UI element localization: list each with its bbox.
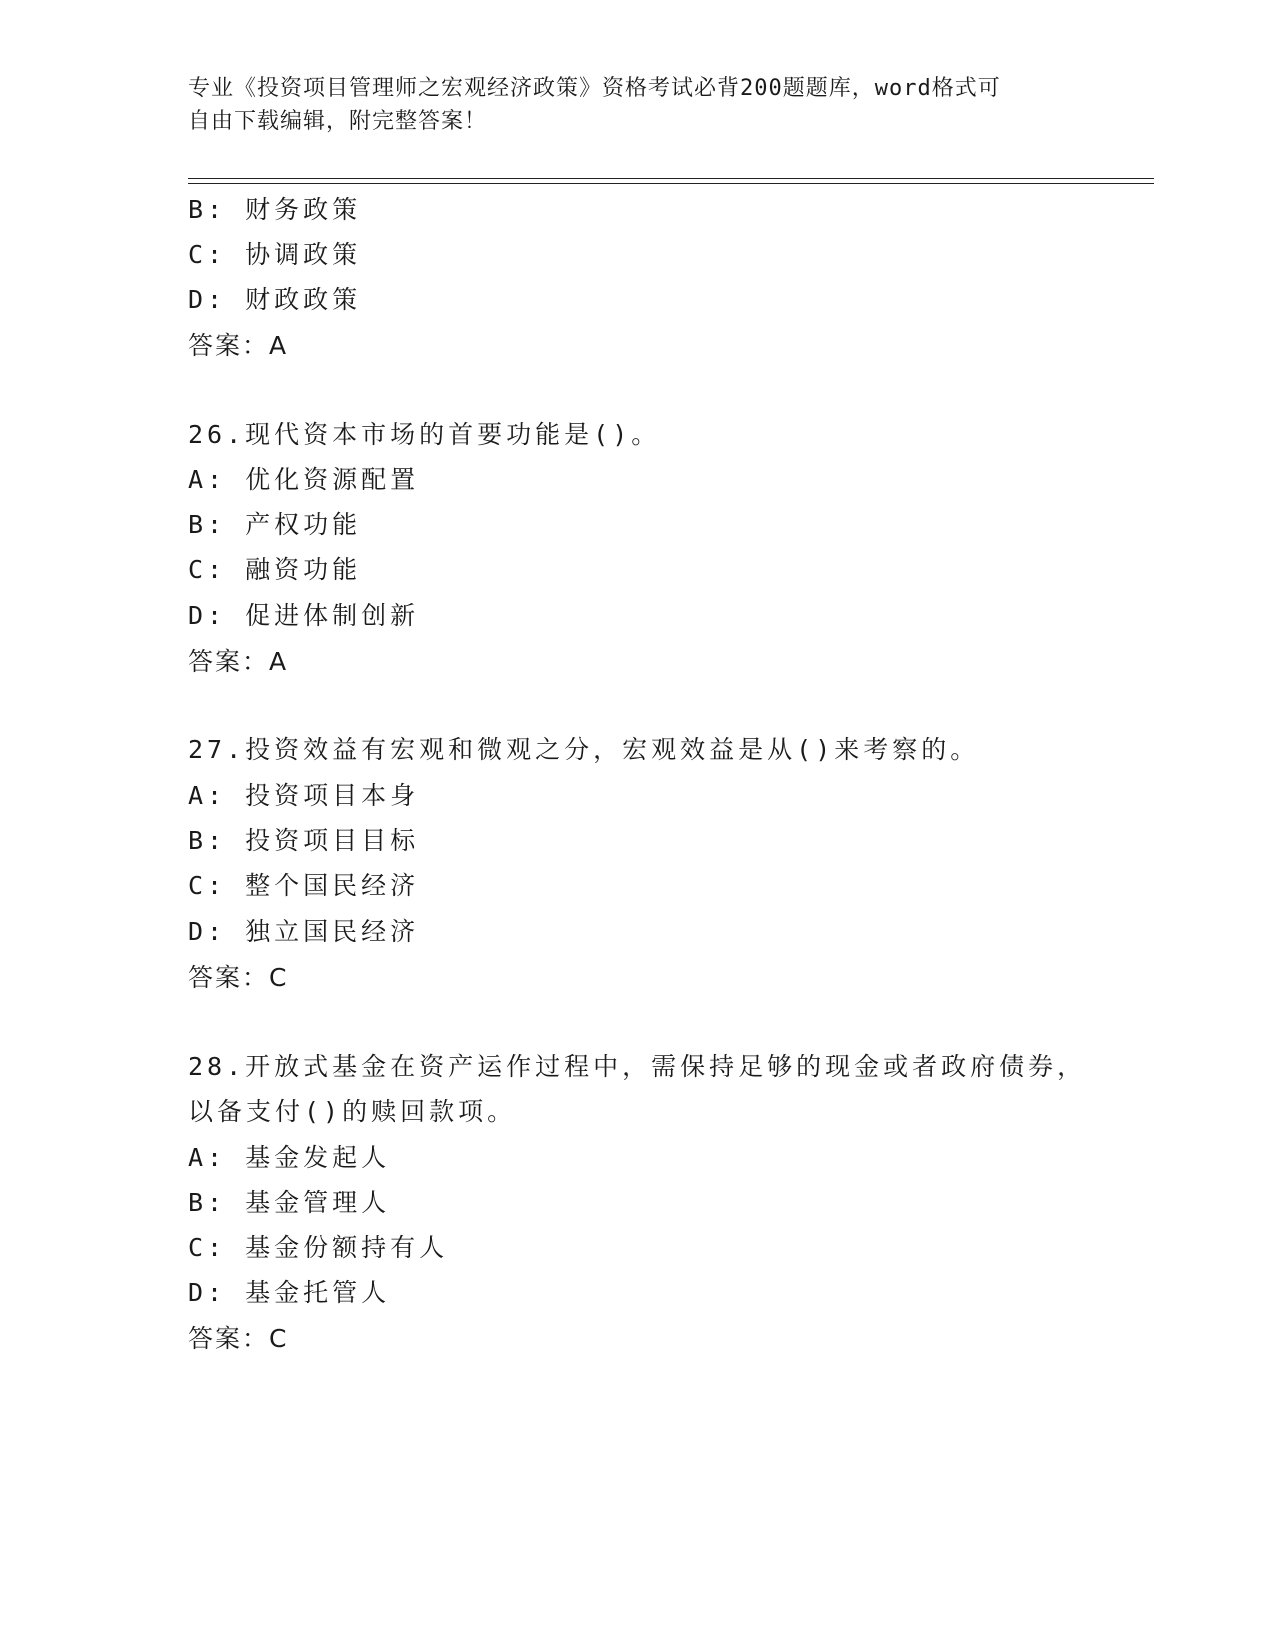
q26-option-a: A: 优化资源配置 xyxy=(188,465,420,494)
header-rule-top xyxy=(188,178,1154,179)
q28-option-a: A: 基金发起人 xyxy=(188,1143,391,1172)
header-line-2: 自由下载编辑，附完整答案！ xyxy=(188,109,488,134)
header-line-1: 专业《投资项目管理师之宏观经济政策》资格考试必背200题题库，word格式可 xyxy=(188,76,1001,101)
q27-option-b: B: 投资项目目标 xyxy=(188,826,420,855)
q27-option-a: A: 投资项目本身 xyxy=(188,781,420,810)
q28-option-b: B: 基金管理人 xyxy=(188,1188,391,1217)
q25-option-d: D: 财政政策 xyxy=(188,285,362,314)
q27-answer: 答案：C xyxy=(188,963,289,992)
q28-question-line-1: 28.开放式基金在资产运作过程中，需保持足够的现金或者政府债券， xyxy=(188,1052,1087,1081)
q26-option-c: C: 融资功能 xyxy=(188,555,362,584)
q28-option-d: D: 基金托管人 xyxy=(188,1278,391,1307)
q27-option-d: D: 独立国民经济 xyxy=(188,917,420,946)
q26-question: 26.现代资本市场的首要功能是()。 xyxy=(188,420,661,449)
q26-option-d: D: 促进体制创新 xyxy=(188,601,420,630)
q25-answer: 答案：A xyxy=(188,331,289,360)
q27-question: 27.投资效益有宏观和微观之分，宏观效益是从()来考察的。 xyxy=(188,735,980,764)
q25-option-b: B: 财务政策 xyxy=(188,195,362,224)
document-header xyxy=(188,72,1068,138)
q27-option-c: C: 整个国民经济 xyxy=(188,871,420,900)
q28-question-line-2: 以备支付()的赎回款项。 xyxy=(188,1097,517,1126)
q26-option-b: B: 产权功能 xyxy=(188,510,362,539)
q25-option-c: C: 协调政策 xyxy=(188,240,362,269)
q28-option-c: C: 基金份额持有人 xyxy=(188,1233,449,1262)
header-rule-bottom xyxy=(188,183,1154,184)
q28-answer: 答案：C xyxy=(188,1324,289,1353)
q26-answer: 答案：A xyxy=(188,647,289,676)
